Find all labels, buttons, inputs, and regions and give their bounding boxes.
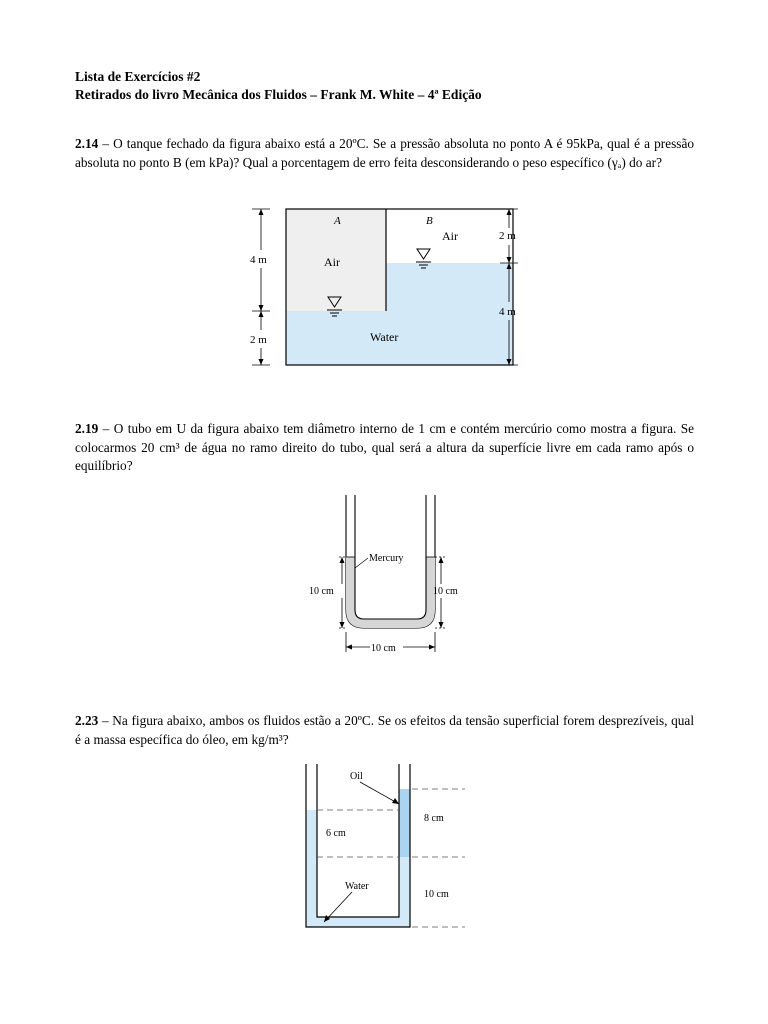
problem-number: 2.23 <box>75 713 99 728</box>
tank-figure <box>240 200 530 375</box>
problem-dash: – <box>98 713 113 728</box>
problem-number: 2.19 <box>75 421 99 436</box>
label-air-right: Air <box>442 229 458 243</box>
label-oil: Oil <box>350 771 363 782</box>
dim-2m-left: 2 m <box>250 334 267 346</box>
dim-left-10cm: 10 cm <box>309 586 334 597</box>
header-source: Retirados do livro Mecânica dos Fluidos – Frank M. White – 4ª Edição <box>75 87 482 102</box>
problem-dash: – <box>98 421 114 436</box>
mercury-leader-line <box>355 558 368 568</box>
oil-column <box>399 789 410 857</box>
oil-leader-line <box>360 782 399 804</box>
label-water: Water <box>345 881 369 892</box>
problem-text: O tubo em U da figura abaixo tem diâmetro interno de 1 cm e contém mercúrio como mostra a figura. Se colocarmos 20 cm³ de água no ramo direito do tubo, qual será a altura da superfície livre em cada ramo após o equilíbrio? <box>75 421 694 473</box>
tube-outer-wall <box>306 764 410 927</box>
oil-water-figure <box>300 762 470 934</box>
label-a: A <box>334 215 341 227</box>
u-tube-figure <box>300 490 470 660</box>
dim-2m-right: 2 m <box>499 230 516 242</box>
dim-right-10cm: 10 cm <box>433 586 458 597</box>
document-header <box>75 68 482 104</box>
dim-4m-left: 4 m <box>250 254 267 266</box>
mercury-fill <box>346 557 435 628</box>
label-mercury: Mercury <box>369 553 404 564</box>
problem-number: 2.14 <box>75 136 99 151</box>
label-water: Water <box>370 330 399 344</box>
problem-2-14 <box>75 135 694 172</box>
problem-2-19 <box>75 420 694 476</box>
problem-text: O tanque fechado da figura abaixo está a 20ºC. Se a pressão absoluta no ponto A é 95kPa, qual é a pressão absoluta no ponto B (em kPa)? Qual a porcentagem de erro feita desconsiderando o peso específico (γₐ) do ar? <box>75 136 694 170</box>
problem-dash: – <box>98 136 114 151</box>
water-right <box>386 263 513 365</box>
label-b: B <box>426 215 433 227</box>
header-title: Lista de Exercícios #2 <box>75 69 201 84</box>
problem-text: Na figura abaixo, ambos os fluidos estão a 20ºC. Se os efeitos da tensão superficial forem desprezíveis, qual é a massa específica do óleo, em kg/m³? <box>75 713 695 747</box>
water-fill <box>306 810 410 927</box>
problem-2-23 <box>75 712 694 749</box>
dim-bottom-10cm: 10 cm <box>371 643 396 654</box>
dim-4m-right: 4 m <box>499 306 516 318</box>
tube-inner-wall <box>317 764 399 917</box>
dim-10cm: 10 cm <box>424 889 449 900</box>
label-air-left: Air <box>324 255 340 269</box>
dim-8cm: 8 cm <box>424 813 444 824</box>
dim-6cm: 6 cm <box>326 828 346 839</box>
